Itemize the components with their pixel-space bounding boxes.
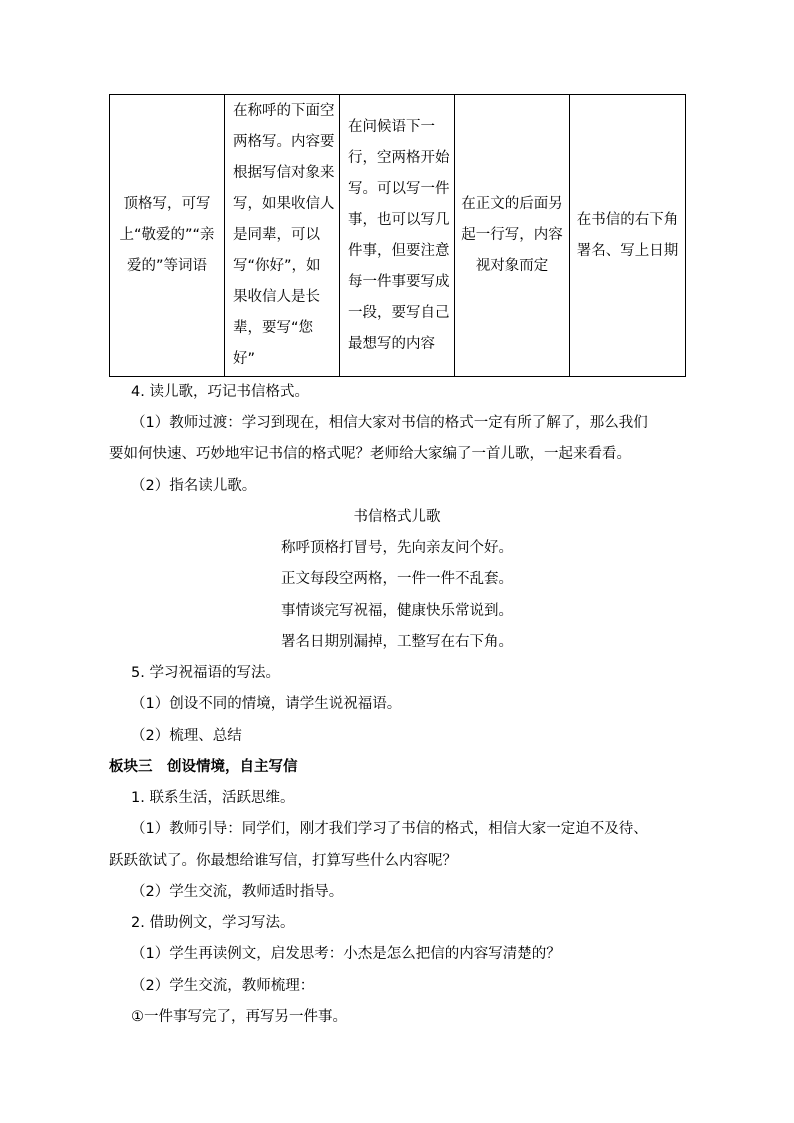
section5-title: 5. 学习祝福语的写法。 (131, 665, 280, 681)
block3-heading: 板块三 创设情境，自主写信 (109, 759, 298, 775)
song-line-4: 署名日期别漏掉，工整写在右下角。 (281, 634, 513, 650)
block3-s1-item1-line2: 跃跃欲试了。你最想给谁写信，打算写些什么内容呢？ (109, 853, 457, 869)
section4-item2: （2）指名读儿歌。 (131, 478, 257, 494)
table-cell-body: 在问候语下一行，空两格开始写。可以写一件事，也可以写几件事，但要注意每一件事要写成一段，要写自己最想写的内容 (340, 95, 455, 377)
table-cell-greeting: 在称呼的下面空两格写。内容要根据写信对象来写，如果收信人是同辈，可以写“你好”，如果收信人是长辈，要写“您好” (225, 95, 340, 377)
song-line-3: 事情谈完写祝福，健康快乐常说到。 (281, 603, 513, 619)
letter-format-table (109, 94, 686, 377)
block3-s1-title: 1. 联系生活，活跃思维。 (131, 790, 295, 806)
table-cell-closing: 在正文的后面另起一行写，内容视对象而定 (455, 95, 570, 377)
section4-title: 4. 读儿歌，巧记书信格式。 (131, 384, 309, 400)
block3-s2-item1: （1）学生再读例文，启发思考：小杰是怎么把信的内容写清楚的？ (131, 946, 561, 962)
section5-item2: （2）梳理、总结 (131, 728, 242, 744)
block3-s1-item1-line1: （1）教师引导：同学们，刚才我们学习了书信的格式，相信大家一定迫不及待、 (131, 821, 648, 837)
block3-s2-point1: ①一件事写完了，再写另一件事。 (131, 1009, 347, 1025)
song-line-1: 称呼顶格打冒号，先向亲友问个好。 (281, 540, 513, 556)
table-row (110, 95, 686, 377)
section4-item1-line1: （1）教师过渡：学习到现在，相信大家对书信的格式一定有所了解了，那么我们 (131, 415, 648, 431)
song-line-2: 正文每段空两格，一件一件不乱套。 (281, 571, 513, 587)
table-cell-signature: 在书信的右下角署名、写上日期 (570, 95, 686, 377)
section5-item1: （1）创设不同的情境，请学生说祝福语。 (131, 696, 402, 712)
block3-s2-item2: （2）学生交流，教师梳理： (131, 978, 315, 994)
table-cell-salutation: 顶格写，可写上“敬爱的”“亲爱的”等词语 (110, 95, 225, 377)
song-title: 书信格式儿歌 (353, 509, 441, 525)
block3-s2-title: 2. 借助例文，学习写法。 (131, 915, 295, 931)
block3-s1-item2: （2）学生交流，教师适时指导。 (131, 884, 344, 900)
section4-item1-line2: 要如何快速、巧妙地牢记书信的格式呢？老师给大家编了一首儿歌，一起来看看。 (109, 446, 631, 462)
